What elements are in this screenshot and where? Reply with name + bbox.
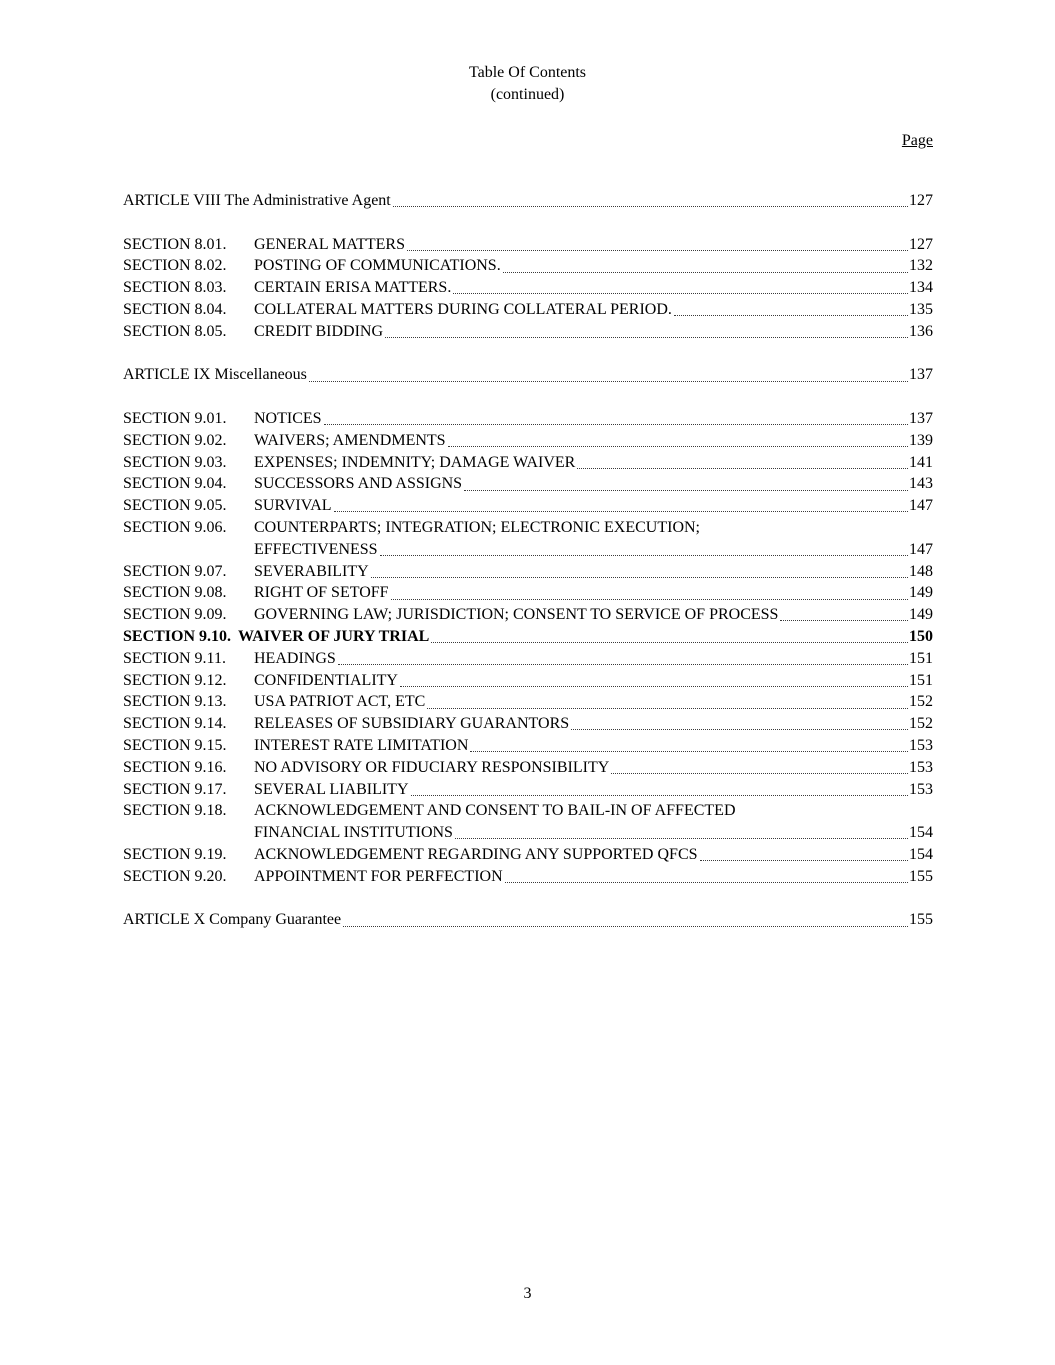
toc-article-title: ARTICLE IX Miscellaneous xyxy=(123,366,307,384)
dot-leader xyxy=(393,206,908,207)
page-column-header: Page xyxy=(901,132,933,149)
toc-section-row xyxy=(123,713,933,735)
toc-section-title: CERTAIN ERISA MATTERS. xyxy=(254,279,452,297)
toc-section-row xyxy=(123,517,933,539)
toc-section-number: SECTION 9.14. xyxy=(123,715,227,733)
dot-leader xyxy=(334,511,908,512)
toc-section-title: ACKNOWLEDGEMENT AND CONSENT TO BAIL-IN OF AFFECTED xyxy=(254,802,736,820)
toc-section-row xyxy=(123,452,933,474)
dot-leader xyxy=(470,751,908,752)
toc-section-row xyxy=(123,648,933,670)
dot-leader xyxy=(427,708,908,709)
toc-section-row xyxy=(123,234,933,256)
toc-section-row xyxy=(123,691,933,713)
dot-leader xyxy=(385,337,908,338)
toc-section-number: SECTION 9.20. xyxy=(123,867,227,885)
toc-section-row xyxy=(123,495,933,517)
toc-section-title: APPOINTMENT FOR PERFECTION xyxy=(254,867,503,885)
dot-leader xyxy=(411,795,909,796)
dot-leader xyxy=(464,490,908,491)
toc-page-number: 137 xyxy=(909,409,933,427)
toc-section-number: SECTION 9.04. xyxy=(123,475,227,493)
toc-section-title: SEVERAL LIABILITY xyxy=(254,780,409,798)
toc-section-row xyxy=(123,299,933,321)
toc-section-number: SECTION 8.04. xyxy=(123,300,227,318)
toc-page-number: 152 xyxy=(909,693,933,711)
toc-section-number: SECTION 9.11. xyxy=(123,649,226,667)
toc-section-row xyxy=(123,757,933,779)
toc-page-number: 153 xyxy=(909,736,933,754)
dot-leader xyxy=(324,424,908,425)
toc-section-title-continuation: FINANCIAL INSTITUTIONS xyxy=(254,824,453,842)
toc-page-number: 152 xyxy=(909,715,933,733)
toc-section-row xyxy=(123,779,933,801)
toc-page-number: 141 xyxy=(909,453,933,471)
toc-page-number: 149 xyxy=(909,584,933,602)
toc-page-number: 153 xyxy=(909,758,933,776)
toc-group xyxy=(123,909,933,931)
toc-section-row xyxy=(123,626,933,648)
toc-page-number: 137 xyxy=(909,366,933,384)
toc-group xyxy=(123,364,933,386)
dot-leader xyxy=(571,729,908,730)
toc-section-number: SECTION 9.19. xyxy=(123,845,227,863)
toc-page-number: 154 xyxy=(909,845,933,863)
dot-leader xyxy=(431,642,908,643)
page-footer xyxy=(0,1283,1055,1305)
toc-section-title: RELEASES OF SUBSIDIARY GUARANTORS xyxy=(254,715,570,733)
toc-page-number: 151 xyxy=(909,649,933,667)
toc-page-number: 148 xyxy=(909,562,933,580)
toc-section-title: EXPENSES; INDEMNITY; DAMAGE WAIVER xyxy=(254,453,576,471)
toc-section-title: NO ADVISORY OR FIDUCIARY RESPONSIBILITY xyxy=(254,758,610,776)
dot-leader xyxy=(371,577,908,578)
dot-leader xyxy=(400,686,908,687)
toc-group xyxy=(123,408,933,888)
toc-section-number: SECTION 9.17. xyxy=(123,780,227,798)
toc-page-number: 127 xyxy=(909,192,933,209)
toc-article-title: ARTICLE X Company Guarantee xyxy=(123,911,342,929)
dot-leader xyxy=(453,293,908,294)
toc-section-title: CREDIT BIDDING xyxy=(254,322,384,340)
toc-section-title: SEVERABILITY xyxy=(254,562,369,580)
toc-section-number: SECTION 9.09. xyxy=(123,606,227,624)
toc-page-number: 135 xyxy=(909,300,933,318)
toc-section-number: SECTION 9.12. xyxy=(123,671,227,689)
toc-section-number: SECTION 9.15. xyxy=(123,736,227,754)
toc-group xyxy=(123,234,933,343)
toc-page-number: 153 xyxy=(909,780,933,798)
toc-section-title: GENERAL MATTERS xyxy=(254,235,405,253)
dot-leader xyxy=(780,620,908,621)
toc-section-title: SURVIVAL xyxy=(254,497,332,515)
toc-page-number: 147 xyxy=(909,540,933,558)
toc-section-title-continuation-row xyxy=(123,539,933,561)
toc-section-number: SECTION 9.07. xyxy=(123,562,227,580)
toc-section-title: POSTING OF COMMUNICATIONS. xyxy=(254,257,501,275)
toc-section-number: SECTION 8.02. xyxy=(123,257,227,275)
dot-leader xyxy=(380,555,908,556)
dot-leader xyxy=(674,315,908,316)
toc-section-title: CONFIDENTIALITY xyxy=(254,671,398,689)
toc-section-number: SECTION 8.05. xyxy=(123,322,227,340)
dot-leader xyxy=(611,773,908,774)
dot-leader xyxy=(407,250,908,251)
dot-leader xyxy=(391,599,908,600)
toc-article-title: ARTICLE VIII The Administrative Agent xyxy=(123,192,391,209)
toc-section-title: INTEREST RATE LIMITATION xyxy=(254,736,469,754)
toc-page-number: 147 xyxy=(909,497,933,515)
toc-page-number: 150 xyxy=(909,627,933,645)
toc-section-row xyxy=(123,255,933,277)
toc-page-number: 139 xyxy=(909,431,933,449)
toc-section-row xyxy=(123,561,933,583)
toc-section-title: HEADINGS xyxy=(254,649,336,667)
toc-section-number: SECTION 9.10. xyxy=(123,627,232,645)
toc-section-row xyxy=(123,866,933,888)
dot-leader xyxy=(503,272,908,273)
table-of-contents xyxy=(123,190,933,931)
toc-section-number: SECTION 9.06. xyxy=(123,518,227,536)
document-subtitle: (continued) xyxy=(490,86,565,103)
page-column-header-row xyxy=(123,130,933,152)
toc-page-number: 136 xyxy=(909,322,933,340)
toc-section-number: SECTION 9.08. xyxy=(123,584,227,602)
toc-page-number: 155 xyxy=(909,911,933,929)
toc-section-number: SECTION 9.03. xyxy=(123,453,227,471)
toc-section-row xyxy=(123,473,933,495)
toc-section-title: GOVERNING LAW; JURISDICTION; CONSENT TO SERVICE OF PROCESS xyxy=(254,606,779,624)
toc-section-number: SECTION 8.01. xyxy=(123,235,227,253)
toc-section-number: SECTION 9.13. xyxy=(123,693,227,711)
toc-page-number: 155 xyxy=(909,867,933,885)
document-header xyxy=(0,0,1055,106)
toc-article-row xyxy=(123,190,933,212)
toc-section-row xyxy=(123,735,933,757)
indent-spacer xyxy=(123,822,254,844)
footer-page-number: 3 xyxy=(523,1285,532,1302)
indent-spacer xyxy=(123,539,254,561)
toc-section-number: SECTION 9.01. xyxy=(123,409,227,427)
toc-section-row xyxy=(123,844,933,866)
dot-leader xyxy=(455,838,908,839)
toc-section-title: COLLATERAL MATTERS DURING COLLATERAL PERIOD. xyxy=(254,300,672,318)
toc-section-row xyxy=(123,321,933,343)
toc-page-number: 143 xyxy=(909,475,933,493)
toc-section-title: SUCCESSORS AND ASSIGNS xyxy=(254,475,463,493)
toc-section-row xyxy=(123,604,933,626)
toc-page-number: 132 xyxy=(909,257,933,275)
toc-section-row xyxy=(123,582,933,604)
dot-leader xyxy=(448,446,908,447)
toc-section-number: SECTION 9.02. xyxy=(123,431,227,449)
toc-page-number: 127 xyxy=(909,235,933,253)
toc-section-number: SECTION 9.05. xyxy=(123,497,227,515)
dot-leader xyxy=(505,882,908,883)
toc-section-title: NOTICES xyxy=(254,409,322,427)
toc-section-row xyxy=(123,800,933,822)
toc-group xyxy=(123,190,933,212)
toc-section-number: SECTION 9.18. xyxy=(123,802,227,820)
toc-section-title: WAIVERS; AMENDMENTS xyxy=(254,431,446,449)
dot-leader xyxy=(338,664,908,665)
toc-section-row xyxy=(123,670,933,692)
toc-section-title: RIGHT OF SETOFF xyxy=(254,584,389,602)
toc-section-title-continuation-row xyxy=(123,822,933,844)
toc-page-number: 149 xyxy=(909,606,933,624)
toc-section-title: WAIVER OF JURY TRIAL xyxy=(238,627,430,645)
dot-leader xyxy=(309,381,908,382)
toc-section-title: USA PATRIOT ACT, ETC xyxy=(254,693,426,711)
document-title: Table Of Contents xyxy=(468,64,587,81)
toc-section-title: ACKNOWLEDGEMENT REGARDING ANY SUPPORTED QFCS xyxy=(254,845,698,863)
toc-page-number: 154 xyxy=(909,824,933,842)
toc-section-number: SECTION 9.16. xyxy=(123,758,227,776)
toc-page-number: 134 xyxy=(909,279,933,297)
toc-article-row xyxy=(123,909,933,931)
toc-section-row xyxy=(123,430,933,452)
dot-leader xyxy=(700,860,908,861)
toc-section-title-continuation: EFFECTIVENESS xyxy=(254,540,378,558)
toc-section-number: SECTION 8.03. xyxy=(123,279,227,297)
toc-section-row xyxy=(123,408,933,430)
toc-page-number: 151 xyxy=(909,671,933,689)
toc-section-title: COUNTERPARTS; INTEGRATION; ELECTRONIC EXECUTION; xyxy=(254,518,700,536)
toc-section-row xyxy=(123,277,933,299)
dot-leader xyxy=(343,926,908,927)
toc-article-row xyxy=(123,364,933,386)
dot-leader xyxy=(577,468,908,469)
